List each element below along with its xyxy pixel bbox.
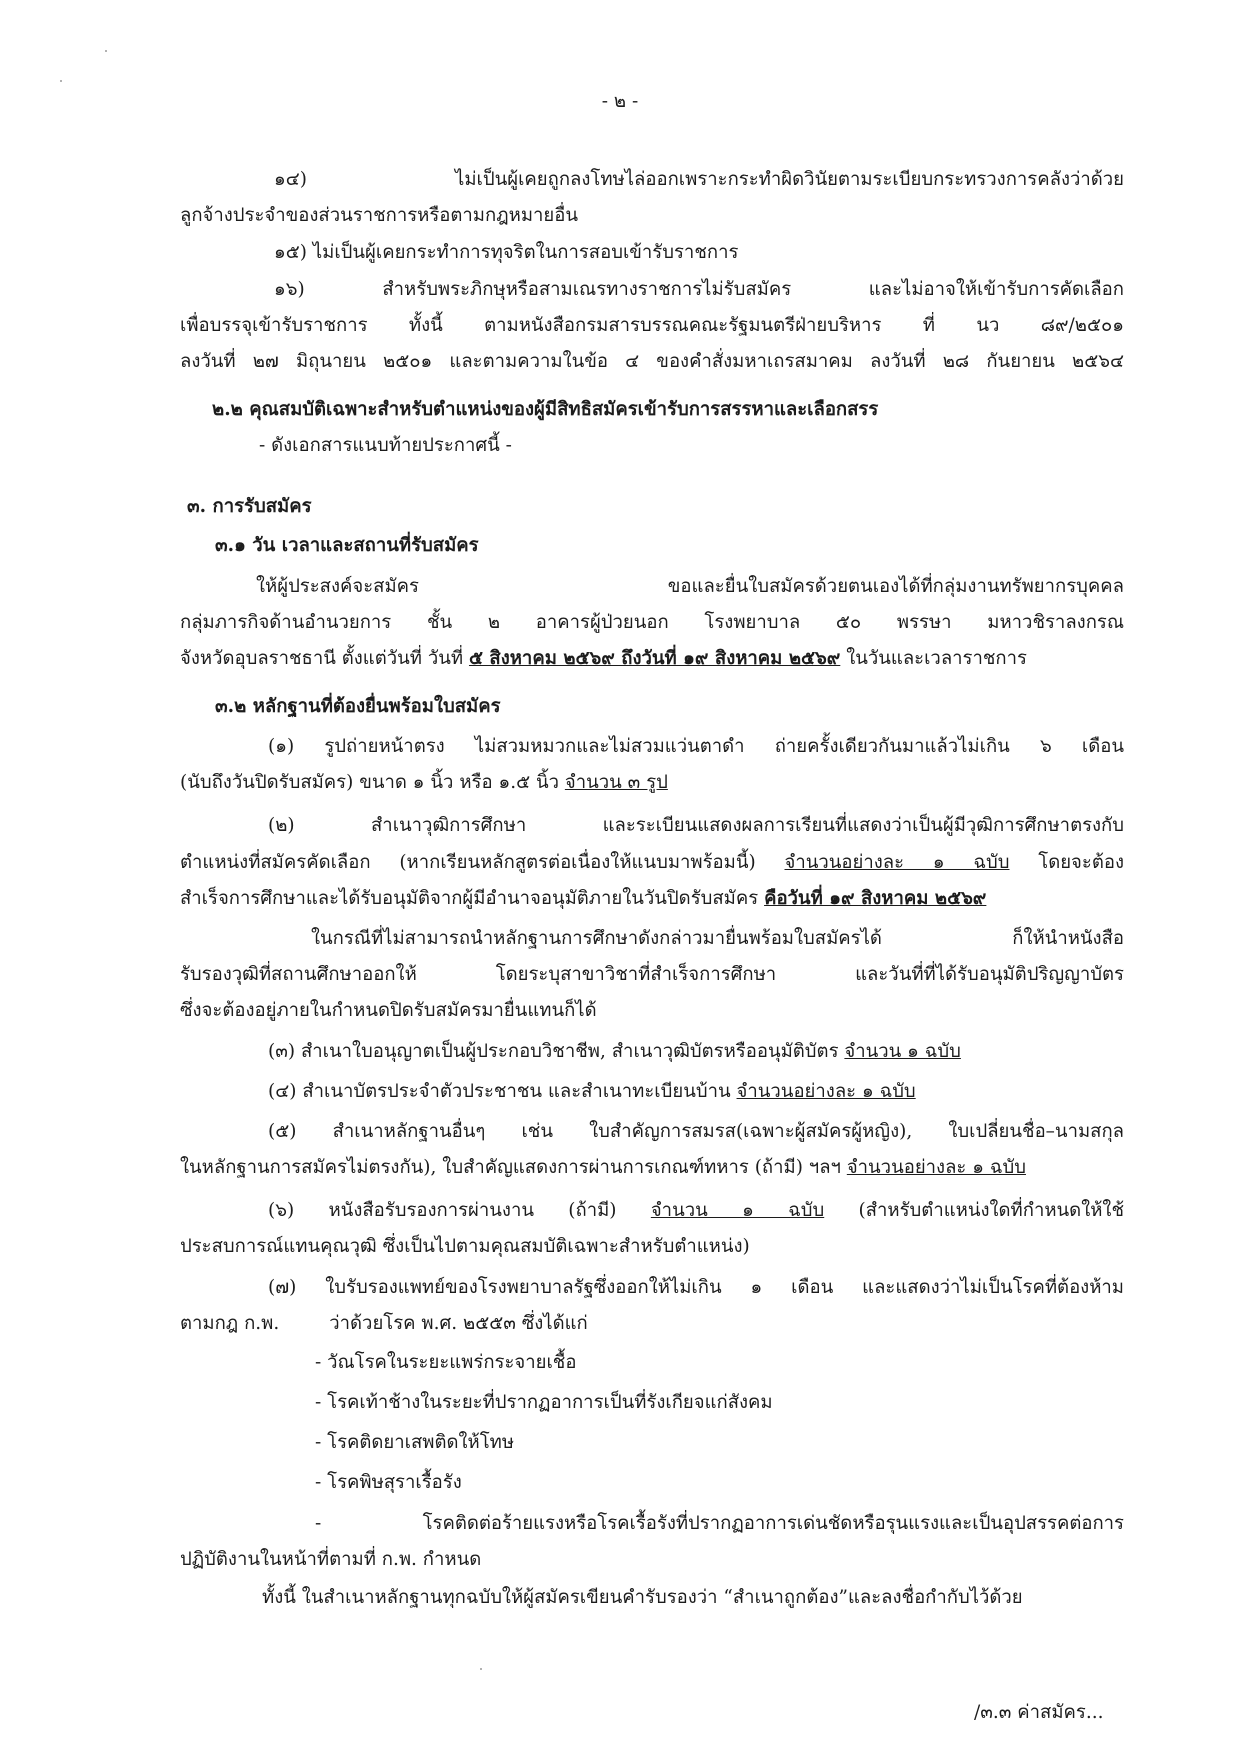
section-3-1-heading: ๓.๑ วัน เวลาและสถานที่รับสมัคร [215, 535, 479, 556]
item-14-line-2: ลูกจ้างประจำของส่วนราชการหรือตามกฎหมายอื่น [180, 205, 579, 226]
document-5-line-1: (๕) สำเนาหลักฐานอื่นๆ เช่น ใบสำคัญการสมรส(เฉพาะผู้สมัครผู้หญิง), ใบเปลี่ยนชื่อ–นามสกุล [268, 1121, 1124, 1142]
civil-service-rule: ตามกฎ ก.พ. [180, 1313, 280, 1334]
transcript-suffix: โดยจะต้อง [1009, 852, 1124, 873]
disease-item-1: - วัณโรคในระยะแพร่กระจายเชื้อ [315, 1352, 577, 1373]
scan-speck [60, 80, 62, 82]
document-1-line-2 [180, 765, 1124, 801]
work-certificate-quantity: จำนวน ๑ ฉบับ [650, 1200, 825, 1221]
transcript-text: ตำแหน่งที่สมัครคัดเลือก (หากเรียนหลักสูตรต่อเนื่องให้แนบมาพร้อมนี้) [180, 852, 785, 873]
photo-quantity: จำนวน ๓ รูป [564, 772, 668, 793]
disease-item-5: - โรคติดต่อร้ายแรงหรือโรคเรื้อรังที่ปรากฏอาการเด่นชัดหรือรุนแรงและเป็นอุปสรรคต่อการ [315, 1513, 1124, 1534]
graduation-requirement: สำเร็จการศึกษาและได้รับอนุมัติจากผู้มีอำนาจอนุมัติภายในวันปิดรับสมัคร [180, 888, 765, 909]
application-period-dates: ๕ สิงหาคม ๒๕๖๙ ถึงวันที่ ๑๙ สิงหาคม ๒๕๖๙ [468, 648, 841, 669]
disease-item-2: - โรคเท้าช้างในระยะที่ปรากฏอาการเป็นที่รังเกียจแก่สังคม [315, 1392, 773, 1413]
application-period-suffix: ในวันและเวลาราชการ [840, 648, 1027, 669]
license-copy-text: (๓) สำเนาใบอนุญาตเป็นผู้ประกอบวิชาชีพ, สำเนาวุฒิบัตรหรืออนุมัติบัตร [268, 1041, 845, 1062]
section-2-2-heading: ๒.๒ คุณสมบัติเฉพาะสำหรับตำแหน่งของผู้มีสิทธิสมัครเข้ารับการสรรหาและเลือกสรร [212, 399, 879, 420]
photo-size-text: (นับถึงวันปิดรับสมัคร) ขนาด ๑ นิ้ว หรือ ๑.๕ นิ้ว [180, 772, 565, 793]
document-7-line-2 [180, 1306, 1124, 1342]
disease-item-3: - โรคติดยาเสพติดให้โทษ [315, 1432, 515, 1453]
scan-speck [480, 1668, 482, 1670]
other-documents-text: ในหลักฐานการสมัครไม่ตรงกัน), ใบสำคัญแสดงการผ่านการเกณฑ์ทหาร (ถ้ามี) ฯลฯ [180, 1157, 847, 1178]
work-certificate-note: (สำหรับตำแหน่งใดที่กำหนดให้ใช้ [824, 1200, 1124, 1221]
document-2-line-2 [180, 845, 1124, 881]
item-16-line-3: ลงวันที่ ๒๗ มิถุนายน ๒๕๐๑ และตามความในข้อ ๔ ของคำสั่งมหาเถรสมาคม ลงวันที่ ๒๘ กันยายน ๒๕๖๔ [180, 351, 1124, 372]
section-3-heading: ๓. การรับสมัคร [187, 496, 312, 517]
item-14-line-1: ๑๔) ไม่เป็นผู้เคยถูกลงโทษไล่ออกเพราะกระทำผิดวินัยตามระเบียบกระทรวงการคลังว่าด้วย [274, 169, 1124, 190]
id-card-copy-text: (๔) สำเนาบัตรประจำตัวประชาชน และสำเนาทะเบียนบ้าน [268, 1081, 737, 1102]
id-card-copy-quantity: จำนวนอย่างละ ๑ ฉบับ [736, 1081, 916, 1102]
section-3-1-line-3 [180, 641, 1124, 677]
section-3-2-heading: ๓.๒ หลักฐานที่ต้องยื่นพร้อมใบสมัคร [215, 696, 501, 717]
document-6-line-1 [268, 1193, 1124, 1229]
item-16-line-2: เพื่อบรรจุเข้ารับราชการ ทั้งนี้ ตามหนังสือกรมสารบรรณคณะรัฐมนตรีฝ่ายบริหาร ที่ นว ๘๙/๒๕๐๑ [180, 315, 1124, 336]
section-2-2-note: - ดังเอกสารแนบท้ายประกาศนี้ - [259, 435, 512, 456]
scan-speck [105, 50, 107, 52]
certification-note: ทั้งนี้ ในสำเนาหลักฐานทุกฉบับให้ผู้สมัครเขียนคำรับรองว่า “สำเนาถูกต้อง”และลงชื่อกำกับไว้ด้วย [262, 1587, 1023, 1608]
document-2-line-5: รับรองวุฒิที่สถานศึกษาออกให้ โดยระบุสาขาวิชาที่สำเร็จการศึกษา และวันที่ที่ได้รับอนุมัติปริญญาบัตร [180, 964, 1124, 985]
item-16-line-1: ๑๖) สำหรับพระภิกษุหรือสามเณรทางราชการไม่รับสมัคร และไม่อาจให้เข้ารับการคัดเลือก [274, 279, 1124, 300]
document-7-line-8: ปฏิบัติงานในหน้าที่ตามที่ ก.พ. กำหนด [180, 1549, 482, 1570]
document-6-line-2: ประสบการณ์แทนคุณวุฒิ ซึ่งเป็นไปตามคุณสมบัติเฉพาะสำหรับตำแหน่ง) [180, 1236, 750, 1257]
page-number: - ๒ - [601, 91, 639, 112]
document-4 [268, 1074, 1124, 1110]
section-3-1-line-1: ให้ผู้ประสงค์จะสมัคร ขอและยื่นใบสมัครด้วยตนเองได้ที่กลุ่มงานทรัพยากรบุคคล [256, 576, 1124, 597]
next-page-reference: /๓.๓ ค่าสมัคร... [974, 1702, 1104, 1723]
item-15: ๑๕) ไม่เป็นผู้เคยกระทำการทุจริตในการสอบเข้ารับราชการ [274, 242, 739, 263]
section-3-1-line-2: กลุ่มภารกิจด้านอำนวยการ ชั้น ๒ อาคารผู้ป่วยนอก โรงพยาบาล ๕๐ พรรษา มหาวชิราลงกรณ [180, 612, 1124, 633]
application-period-prefix: จังหวัดอุบลราชธานี ตั้งแต่วันที่ วันที่ [180, 648, 469, 669]
document-5-line-2 [180, 1150, 1124, 1186]
document-7-line-1: (๗) ใบรับรองแพทย์ของโรงพยาบาลรัฐซึ่งออกให้ไม่เกิน ๑ เดือน และแสดงว่าไม่เป็นโรคที่ต้องห้าม [268, 1277, 1124, 1298]
other-documents-quantity: จำนวนอย่างละ ๑ ฉบับ [846, 1157, 1026, 1178]
document-1-line-1: (๑) รูปถ่ายหน้าตรง ไม่สวมหมวกและไม่สวมแว่นตาดำ ถ่ายครั้งเดียวกันมาแล้วไม่เกิน ๖ เดือน [268, 736, 1124, 757]
document-2-line-4: ในกรณีที่ไม่สามารถนำหลักฐานการศึกษาดังกล่าวมายื่นพร้อมใบสมัครได้ ก็ให้นำหนังสือ [311, 928, 1124, 949]
document-2-line-1: (๒) สำเนาวุฒิการศึกษา และระเบียนแสดงผลการเรียนที่แสดงว่าเป็นผู้มีวุฒิการศึกษาตรงกับ [268, 815, 1124, 836]
transcript-quantity: จำนวนอย่างละ ๑ ฉบับ [784, 852, 1010, 873]
disease-item-4: - โรคพิษสุราเรื้อรัง [315, 1472, 462, 1493]
document-2-line-3 [180, 881, 1124, 917]
document-2-line-6: ซึ่งจะต้องอยู่ภายในกำหนดปิดรับสมัครมายื่นแทนก็ได้ [180, 1000, 597, 1021]
license-copy-quantity: จำนวน ๑ ฉบับ [844, 1041, 961, 1062]
closing-date: คือวันที่ ๑๙ สิงหาคม ๒๕๖๙ [764, 888, 987, 909]
work-certificate-text: (๖) หนังสือรับรองการผ่านงาน (ถ้ามี) [268, 1200, 651, 1221]
document-3 [268, 1034, 1124, 1070]
disease-rule-text: ว่าด้วยโรค พ.ศ. ๒๕๕๓ ซึ่งได้แก่ [329, 1313, 588, 1334]
